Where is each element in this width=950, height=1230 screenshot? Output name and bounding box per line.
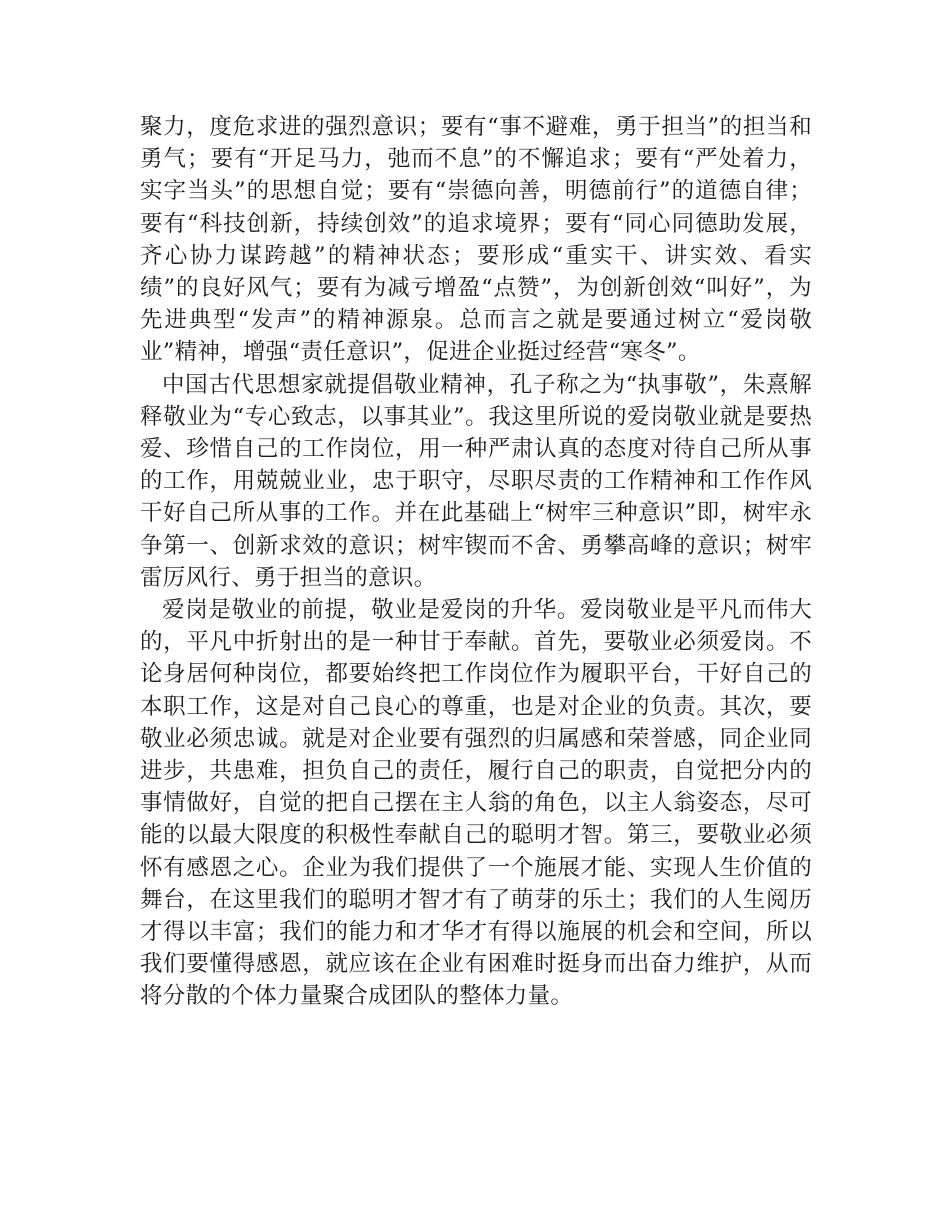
paragraph-3: 爱岗是敬业的前提，敬业是爱岗的升华。爱岗敬业是平凡而伟大的，平凡中折射出的是一种甘于奉献。首先，要敬业必须爱岗。不论身居何种岗位，都要始终把工作岗位作为履职平台，干好自己的本职工作，这是对自己良心的尊重，也是对企业的负责。其次，要敬业必须忠诚。就是对企业要有强烈的归属感和荣誉感，同企业同进步，共患难，担负自己的责任，履行自己的职责，自觉把分内的事情做好，自觉的把自己摆在主人翁的角色，以主人翁姿态，尽可能的以最大限度的积极性奉献自己的聪明才智。第三，要敬业必须怀有感恩之心。企业为我们提供了一个施展才能、实现人生价值的舞台，在这里我们的聪明才智才有了萌芽的乐土；我们的人生阅历才得以丰富；我们的能力和才华才有得以施展的机会和空间，所以我们要懂得感恩，就应该在企业有困难时挺身而出奋力维护，从而将分散的个体力量聚合成团队的整体力量。 [140,597,812,1010]
paragraph-1: 聚力，度危求进的强烈意识；要有“事不避难，勇于担当”的担当和勇气；要有“开足马力，弛而不息”的不懈追求；要有“严处着力，实字当头”的思想自觉；要有“崇德向善，明德前行”的道德自律；要有“科技创新，持续创效”的追求境界；要有“同心同德助发展，齐心协力谋跨越”的精神状态；要形成“重实干、讲实效、看实绩”的良好风气；要有为减亏增盈“点赞”，为创新创效“叫好”，为先进典型“发声”的精神源泉。总而言之就是要通过树立“爱岗敬业”精神，增强“责任意识”，促进企业挺过经营“寒冬”。 [140,114,812,366]
paragraph-2: 中国古代思想家就提倡敬业精神，孔子称之为“执事敬”，朱熹解释敬业为“专心致志，以事其业”。我这里所说的爱岗敬业就是要热爱、珍惜自己的工作岗位，用一种严肃认真的态度对待自己所从事的工作，用兢兢业业，忠于职守，尽职尽责的工作精神和工作作风干好自己所从事的工作。并在此基础上“树牢三种意识”即，树牢永争第一、创新求效的意识；树牢锲而不舍、勇攀高峰的意识；树牢雷厉风行、勇于担当的意识。 [140,371,812,591]
document-body [140,111,812,1013]
